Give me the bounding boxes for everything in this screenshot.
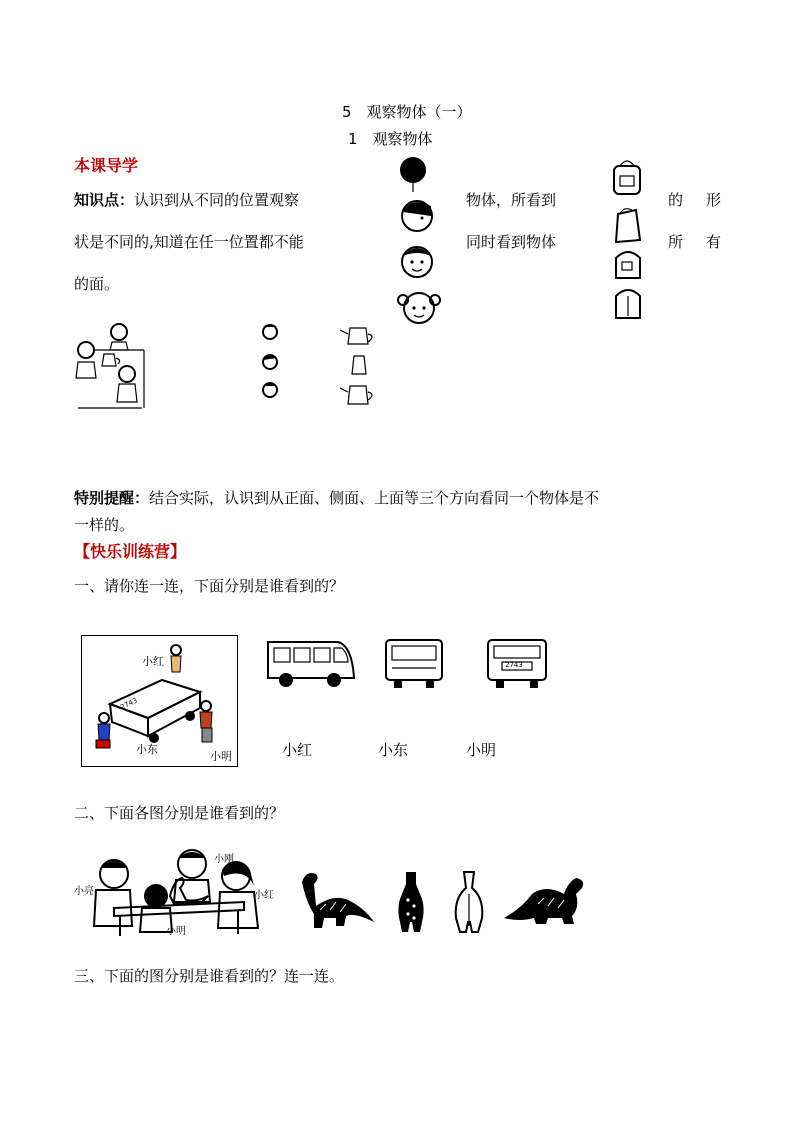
knowledge-text-1b: 物体，所看到 (466, 191, 557, 209)
backpack-side-view-icon (616, 209, 640, 242)
reminder-label: 特别提醒： (74, 489, 150, 507)
knowledge-text-3: 的面。 (74, 275, 120, 293)
dinosaur-front-view-icon (394, 870, 428, 934)
teapot-scene-figure (72, 320, 372, 412)
children-views-icon (263, 324, 277, 397)
girl-head-view-icon (398, 293, 440, 323)
xiaodong-figure-icon (96, 713, 110, 748)
backpack-front-view-icon (614, 161, 640, 194)
xiaoming-figure-icon (200, 701, 212, 742)
perspective-bus-icon (110, 680, 200, 743)
bus-front-view-icon (384, 638, 444, 690)
scene-label-xiaohong: 小红 (254, 890, 274, 901)
scene-label-xiaogang: 小刚 (214, 854, 234, 865)
answer-label-xiaoming: 小明 (466, 741, 497, 759)
dinosaur-side-view-icon (296, 866, 376, 930)
page-subtitle: 1 观察物体 (348, 130, 433, 148)
bus-scene-figure (81, 635, 238, 767)
dinosaur-scene-figure (74, 840, 274, 940)
xiaohong-figure-icon (171, 645, 181, 672)
scene-label-xiaodong: 小东 (136, 743, 158, 756)
practice-heading: 【快乐训练营】 (74, 542, 187, 561)
dinosaur-back-view-icon (452, 870, 486, 934)
knowledge-line-1 (74, 190, 299, 210)
knowledge-text-2b: 同时看到物体 (466, 233, 557, 251)
question-2-text: 二、下面各图分别是谁看到的？ (74, 804, 285, 822)
reminder-text-2: 一样的。 (74, 516, 135, 534)
knowledge-text-1d: 形 (706, 191, 722, 209)
knowledge-label: 知识点： (74, 191, 135, 209)
dinosaur-three-quarter-view-icon (502, 874, 590, 926)
reminder-text-1: 结合实际，认识到从正面、侧面、上面等三个方向看同一个物体是不 (149, 489, 600, 507)
answer-label-xiaodong: 小东 (378, 741, 409, 759)
question-1-text: 一、请你连一连，下面分别是谁看到的？ (74, 577, 345, 595)
page-title: 5 观察物体（一） (342, 103, 472, 121)
scene-plate-number: 2743 (119, 696, 139, 712)
knowledge-text-2c: 所 (668, 233, 684, 251)
scene-label-xiaoliang: 小亮 (74, 886, 94, 897)
xiaogang-figure-icon (174, 850, 210, 902)
backpack-back-view-icon (616, 252, 640, 278)
head-side-view-icon (402, 201, 432, 231)
head-views-figure (395, 150, 445, 335)
bus-side-view-icon (266, 640, 356, 690)
knowledge-text-1c: 的 (668, 191, 684, 209)
backpack-top-view-icon (616, 290, 640, 318)
answer-label-xiaohong: 小红 (282, 741, 313, 759)
reminder-line-1 (74, 488, 599, 508)
question-3-text: 三、下面的图分别是谁看到的？连一连。 (74, 967, 345, 985)
backpack-views-figure (610, 158, 650, 328)
scene-label-xiaoming: 小明 (210, 750, 232, 763)
children-around-teapot-icon (76, 324, 144, 408)
knowledge-text-2d: 有 (706, 233, 722, 251)
knowledge-text-2a: 状是不同的,知道在任一位置都不能 (74, 233, 304, 251)
scene-label-xiaoming: 小明 (166, 926, 186, 937)
knowledge-text-1a: 认识到从不同的位置观察 (134, 191, 300, 209)
guide-heading: 本课导学 (74, 156, 139, 175)
teapot-views-icon (340, 328, 372, 404)
scene-label-xiaohong: 小红 (142, 655, 164, 668)
head-front-view-icon (402, 247, 432, 277)
bus-back-plate: 2743 (505, 661, 523, 669)
head-top-view-icon (400, 157, 426, 192)
